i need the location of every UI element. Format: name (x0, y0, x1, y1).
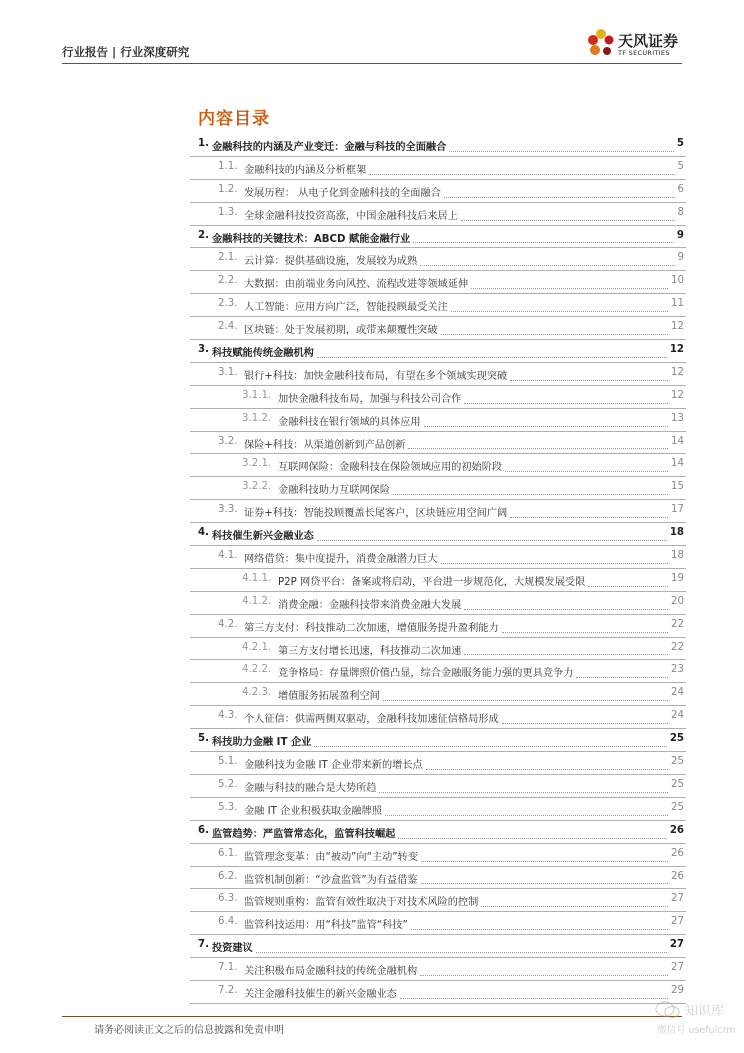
toc-entry[interactable] (190, 569, 686, 592)
toc-entry-page: 9 (676, 229, 684, 241)
toc-entry-number: 2. (198, 229, 209, 241)
footer-disclaimer: 请务必阅读正文之后的信息披露和免责申明 (94, 1025, 284, 1036)
toc-leader-dots (369, 174, 675, 175)
toc-entry-page: 6 (677, 183, 684, 195)
toc-entry-page: 18 (669, 527, 684, 539)
toc-entry-title: 第三方支付：科技推动二次加速，增值服务提升盈利能力 (244, 622, 499, 634)
toc-leader-dots (411, 929, 668, 930)
toc-leader-dots (317, 540, 667, 541)
toc-leader-dots (383, 700, 668, 701)
toc-entry-number: 4.1. (218, 550, 238, 562)
toc-leader-dots (441, 563, 668, 564)
watermark (655, 1000, 744, 1040)
toc-entry-title: 网络借贷：集中度提升，消费金融潜力巨大 (244, 554, 438, 566)
toc-entry-title: 金融科技的关键技术：ABCD 赋能金融行业 (212, 233, 411, 245)
toc-entry-title: 云计算：提供基础设施，发展较为成熟 (244, 256, 418, 268)
toc-leader-dots (408, 448, 668, 449)
toc-leader-dots (502, 632, 668, 633)
toc-entry-page: 27 (669, 939, 684, 951)
toc-entry-title: 加快金融科技布局，加强与科技公司合作 (278, 393, 462, 405)
report-type-label: 行业报告 | 行业深度研究 (62, 45, 190, 59)
logo-name: 天风证券 (618, 32, 679, 50)
toc-entry-number: 7.2. (218, 984, 238, 996)
table-of-contents (190, 134, 686, 1004)
toc-entry[interactable] (190, 363, 686, 386)
toc-entry-number: 6.3. (218, 893, 238, 905)
toc-entry[interactable] (190, 958, 686, 981)
toc-entry[interactable] (190, 935, 686, 958)
toc-entry[interactable] (190, 248, 686, 271)
toc-entry-number: 6.2. (218, 870, 238, 882)
toc-entry[interactable] (190, 203, 686, 226)
toc-entry-number: 4.3. (218, 710, 238, 722)
toc-entry-page: 24 (671, 687, 684, 699)
toc-entry[interactable] (190, 775, 686, 798)
toc-entry-number: 3.3. (218, 504, 238, 516)
toc-entry-page: 23 (671, 664, 684, 676)
toc-entry-page: 26 (671, 870, 684, 882)
toc-leader-dots (464, 403, 668, 404)
toc-entry-page: 12 (671, 321, 684, 333)
toc-entry-number: 6.4. (218, 916, 238, 928)
toc-entry-page: 9 (677, 252, 684, 264)
toc-entry-title: 科技助力金融 IT 企业 (212, 737, 312, 749)
toc-entry-page: 11 (671, 298, 684, 310)
toc-entry-number: 5.1. (218, 756, 238, 768)
toc-entry-title: 银行+科技：加快金融科技布局，有望在多个领域实现突破 (244, 370, 508, 382)
toc-entry[interactable] (190, 867, 686, 890)
toc-entry-number: 5.3. (218, 801, 238, 813)
toc-entry-title: 增值服务拓展盈利空间 (278, 691, 380, 703)
toc-entry-title: 竞争格局：存量牌照价值凸显，综合金融服务能力强的更具竞争力 (278, 668, 574, 680)
toc-entry-number: 7.1. (218, 962, 238, 974)
toc-entry-page: 12 (669, 344, 684, 356)
toc-entry-number: 1.3. (218, 206, 238, 218)
toc-leader-dots (385, 815, 668, 816)
toc-entry-title: 互联网保险：金融科技在保险领域应用的初始阶段 (278, 462, 503, 474)
toc-entry-title: 消费金融：金融科技带来消费金融大发展 (278, 599, 462, 611)
toc-entry-page: 29 (671, 984, 684, 996)
toc-entry[interactable] (190, 638, 686, 661)
toc-entry[interactable] (190, 294, 686, 317)
toc-entry-page: 5 (677, 160, 684, 172)
toc-entry-number: 3.2. (218, 435, 238, 447)
toc-leader-dots (461, 220, 675, 221)
toc-entry[interactable] (190, 271, 686, 294)
toc-entry-title: 证券+科技：智能投顾覆盖长尾客户，区块链应用空间广阔 (244, 508, 508, 520)
toc-entry-number: 2.2. (218, 275, 238, 287)
toc-entry-page: 14 (671, 458, 684, 470)
toc-leader-dots (424, 426, 668, 427)
toc-entry-number: 2.4. (218, 321, 238, 333)
toc-entry-page: 24 (671, 710, 684, 722)
toc-entry[interactable] (190, 523, 686, 546)
toc-entry-number: 4. (198, 527, 209, 539)
toc-entry-page: 12 (671, 366, 684, 378)
toc-leader-dots (444, 197, 675, 198)
toc-entry[interactable] (190, 660, 686, 683)
toc-entry[interactable] (190, 157, 686, 180)
toc-entry-number: 7. (198, 939, 209, 951)
toc-leader-dots (481, 906, 668, 907)
toc-leader-dots (471, 288, 668, 289)
toc-entry-page: 27 (671, 916, 684, 928)
toc-entry[interactable] (190, 752, 686, 775)
toc-entry-title: 大数据：由前端业务向风控、流程改进等领域延伸 (244, 279, 469, 291)
toc-leader-dots (510, 517, 668, 518)
toc-entry-number: 4.1.2. (242, 595, 272, 607)
toc-entry-title: 金融科技为金融 IT 企业带来新的增长点 (244, 760, 423, 772)
tf-securities-logo (584, 26, 684, 62)
toc-entry[interactable] (190, 889, 686, 912)
toc-entry[interactable] (190, 386, 686, 409)
toc-entry-number: 4.2.2. (242, 664, 272, 676)
toc-entry-number: 4.1.1. (242, 572, 272, 584)
toc-leader-dots (421, 883, 668, 884)
toc-entry[interactable] (190, 477, 686, 500)
toc-entry-page: 12 (671, 389, 684, 401)
toc-entry-page: 27 (671, 893, 684, 905)
toc-entry-number: 2.3. (218, 298, 238, 310)
toc-leader-dots (256, 952, 667, 953)
toc-leader-dots (576, 677, 668, 678)
toc-entry-title: P2P 网贷平台：备案或将启动，平台进一步规范化，大规模发展受限 (278, 576, 586, 588)
toc-entry-page: 22 (671, 641, 684, 653)
toc-entry-page: 25 (671, 801, 684, 813)
toc-leader-dots (451, 311, 668, 312)
toc-entry-page: 27 (671, 962, 684, 974)
toc-leader-dots (400, 998, 668, 999)
toc-entry[interactable] (190, 454, 686, 477)
toc-entry[interactable] (190, 729, 686, 752)
toc-entry[interactable] (190, 821, 686, 844)
toc-entry-page: 5 (676, 138, 684, 149)
toc-leader-dots (588, 586, 668, 587)
logo-subtitle: TF SECURITIES (618, 49, 670, 57)
toc-entry-title: 全球金融科技投资高涨，中国金融科技后来居上 (244, 210, 458, 222)
toc-entry-title: 监管科技运用：用“科技”监管“科技” (244, 920, 408, 932)
toc-entry-number: 4.2. (218, 618, 238, 630)
toc-entry-title: 金融科技在银行领域的具体应用 (278, 416, 421, 428)
toc-entry-title: 科技赋能传统金融机构 (212, 348, 314, 360)
toc-entry[interactable] (190, 912, 686, 935)
toc-entry-page: 26 (669, 824, 684, 836)
toc-entry-number: 1.2. (218, 183, 238, 195)
toc-leader-dots (420, 975, 668, 976)
header-divider (62, 63, 682, 64)
toc-entry-page: 14 (671, 435, 684, 447)
toc-entry-number: 2.1. (218, 252, 238, 264)
toc-entry[interactable] (190, 683, 686, 706)
toc-entry-page: 15 (671, 481, 684, 493)
toc-entry-number: 1.1. (218, 160, 238, 172)
toc-entry-title: 金融科技的内涵及分析框架 (244, 164, 367, 176)
toc-entry[interactable] (190, 134, 686, 157)
toc-entry-page: 18 (671, 550, 684, 562)
toc-entry-title: 个人征信：供需两侧双驱动，金融科技加速征信格局形成 (244, 714, 499, 726)
toc-leader-dots (398, 838, 667, 839)
watermark-title: 知识库 (685, 1004, 725, 1019)
toc-entry-title: 监管理念变革：由“被动”向“主动”转变 (244, 851, 418, 863)
toc-entry-title: 区块链：处于发展初期，或带来颠覆性突破 (244, 325, 438, 337)
toc-leader-dots (464, 609, 668, 610)
toc-leader-dots (314, 746, 667, 747)
flower-logo-icon (584, 26, 618, 62)
toc-entry-number: 3.1. (218, 366, 238, 378)
toc-leader-dots (464, 654, 668, 655)
toc-entry-page: 26 (671, 847, 684, 859)
watermark-subtitle: 微信号 usefulcrm (657, 1025, 736, 1036)
page-header (0, 0, 744, 70)
toc-entry-title: 发展历程： 从电子化到金融科技的全面融合 (244, 187, 441, 199)
toc-entry[interactable] (190, 180, 686, 203)
toc-entry-title: 金融与科技的融合是大势所趋 (244, 782, 377, 794)
toc-entry-title: 金融 IT 企业积极获取金融牌照 (244, 805, 382, 817)
toc-entry-number: 3. (198, 344, 209, 356)
toc-entry-number: 3.1.2. (242, 412, 272, 424)
toc-entry[interactable] (190, 340, 686, 363)
toc-entry-number: 6. (198, 824, 209, 836)
toc-leader-dots (510, 380, 668, 381)
footer-divider (62, 1016, 682, 1017)
toc-entry-number: 1. (198, 138, 209, 149)
toc-leader-dots (413, 242, 674, 243)
toc-entry-number: 6.1. (218, 847, 238, 859)
toc-entry[interactable] (190, 226, 686, 249)
toc-entry-title: 投资建议 (212, 943, 253, 955)
toc-leader-dots (393, 494, 668, 495)
toc-leader-dots (449, 151, 674, 152)
toc-entry-title: 监管机制创新：“沙盒监管”为有益借鉴 (244, 874, 418, 886)
toc-entry[interactable] (190, 409, 686, 432)
wechat-icon (655, 1000, 681, 1020)
toc-entry[interactable] (190, 615, 686, 638)
toc-leader-dots (441, 334, 668, 335)
toc-leader-dots (421, 861, 668, 862)
toc-entry-title: 科技催生新兴金融业态 (212, 531, 314, 543)
toc-leader-dots (502, 723, 668, 724)
toc-leader-dots (505, 471, 668, 472)
toc-entry-number: 4.2.1. (242, 641, 272, 653)
toc-entry-title: 金融科技的内涵及产业变迁：金融与科技的全面融合 (212, 142, 447, 153)
toc-leader-dots (317, 357, 667, 358)
toc-entry[interactable] (190, 500, 686, 523)
toc-entry-number: 4.2.3. (242, 687, 272, 699)
toc-entry-title: 监管规则重构：监管有效性取决于对技术风险的控制 (244, 897, 479, 909)
toc-leader-dots (426, 769, 668, 770)
toc-entry-number: 5.2. (218, 778, 238, 790)
toc-entry-number: 5. (198, 733, 209, 745)
toc-entry[interactable] (190, 798, 686, 821)
toc-entry-number: 3.2.1. (242, 458, 272, 470)
toc-entry-page: 17 (671, 504, 684, 516)
toc-entry-title: 第三方支付增长迅速，科技推动二次加速 (278, 645, 462, 657)
toc-entry-page: 13 (671, 412, 684, 424)
toc-entry-number: 3.1.1. (242, 389, 272, 401)
toc-entry[interactable] (190, 546, 686, 569)
toc-entry-page: 25 (671, 756, 684, 768)
toc-leader-dots (379, 792, 668, 793)
toc-entry[interactable] (190, 706, 686, 729)
toc-entry-title: 保险+科技：从渠道创新到产品创新 (244, 439, 406, 451)
toc-entry-page: 25 (669, 733, 684, 745)
toc-entry[interactable] (190, 844, 686, 867)
toc-entry-number: 3.2.2. (242, 481, 272, 493)
toc-title: 内容目录 (198, 109, 270, 129)
toc-entry[interactable] (190, 432, 686, 455)
toc-entry-title: 关注金融科技催生的新兴金融业态 (244, 988, 397, 1000)
toc-entry-page: 19 (671, 572, 684, 584)
toc-entry-page: 22 (671, 618, 684, 630)
toc-entry-title: 监管趋势：严监管常态化，监管科技崛起 (212, 828, 396, 840)
toc-leader-dots (420, 265, 675, 266)
toc-entry-title: 金融科技助力互联网保险 (278, 485, 391, 497)
toc-entry-page: 20 (671, 595, 684, 607)
toc-entry[interactable] (190, 317, 686, 340)
toc-entry-page: 10 (671, 275, 684, 287)
toc-entry-page: 8 (677, 206, 684, 218)
toc-entry-page: 25 (671, 778, 684, 790)
toc-entry-title: 关注积极布局金融科技的传统金融机构 (244, 966, 418, 978)
toc-entry[interactable] (190, 592, 686, 615)
toc-entry-title: 人工智能：应用方向广泛，智能投顾最受关注 (244, 302, 448, 314)
toc-entry[interactable] (190, 981, 686, 1004)
